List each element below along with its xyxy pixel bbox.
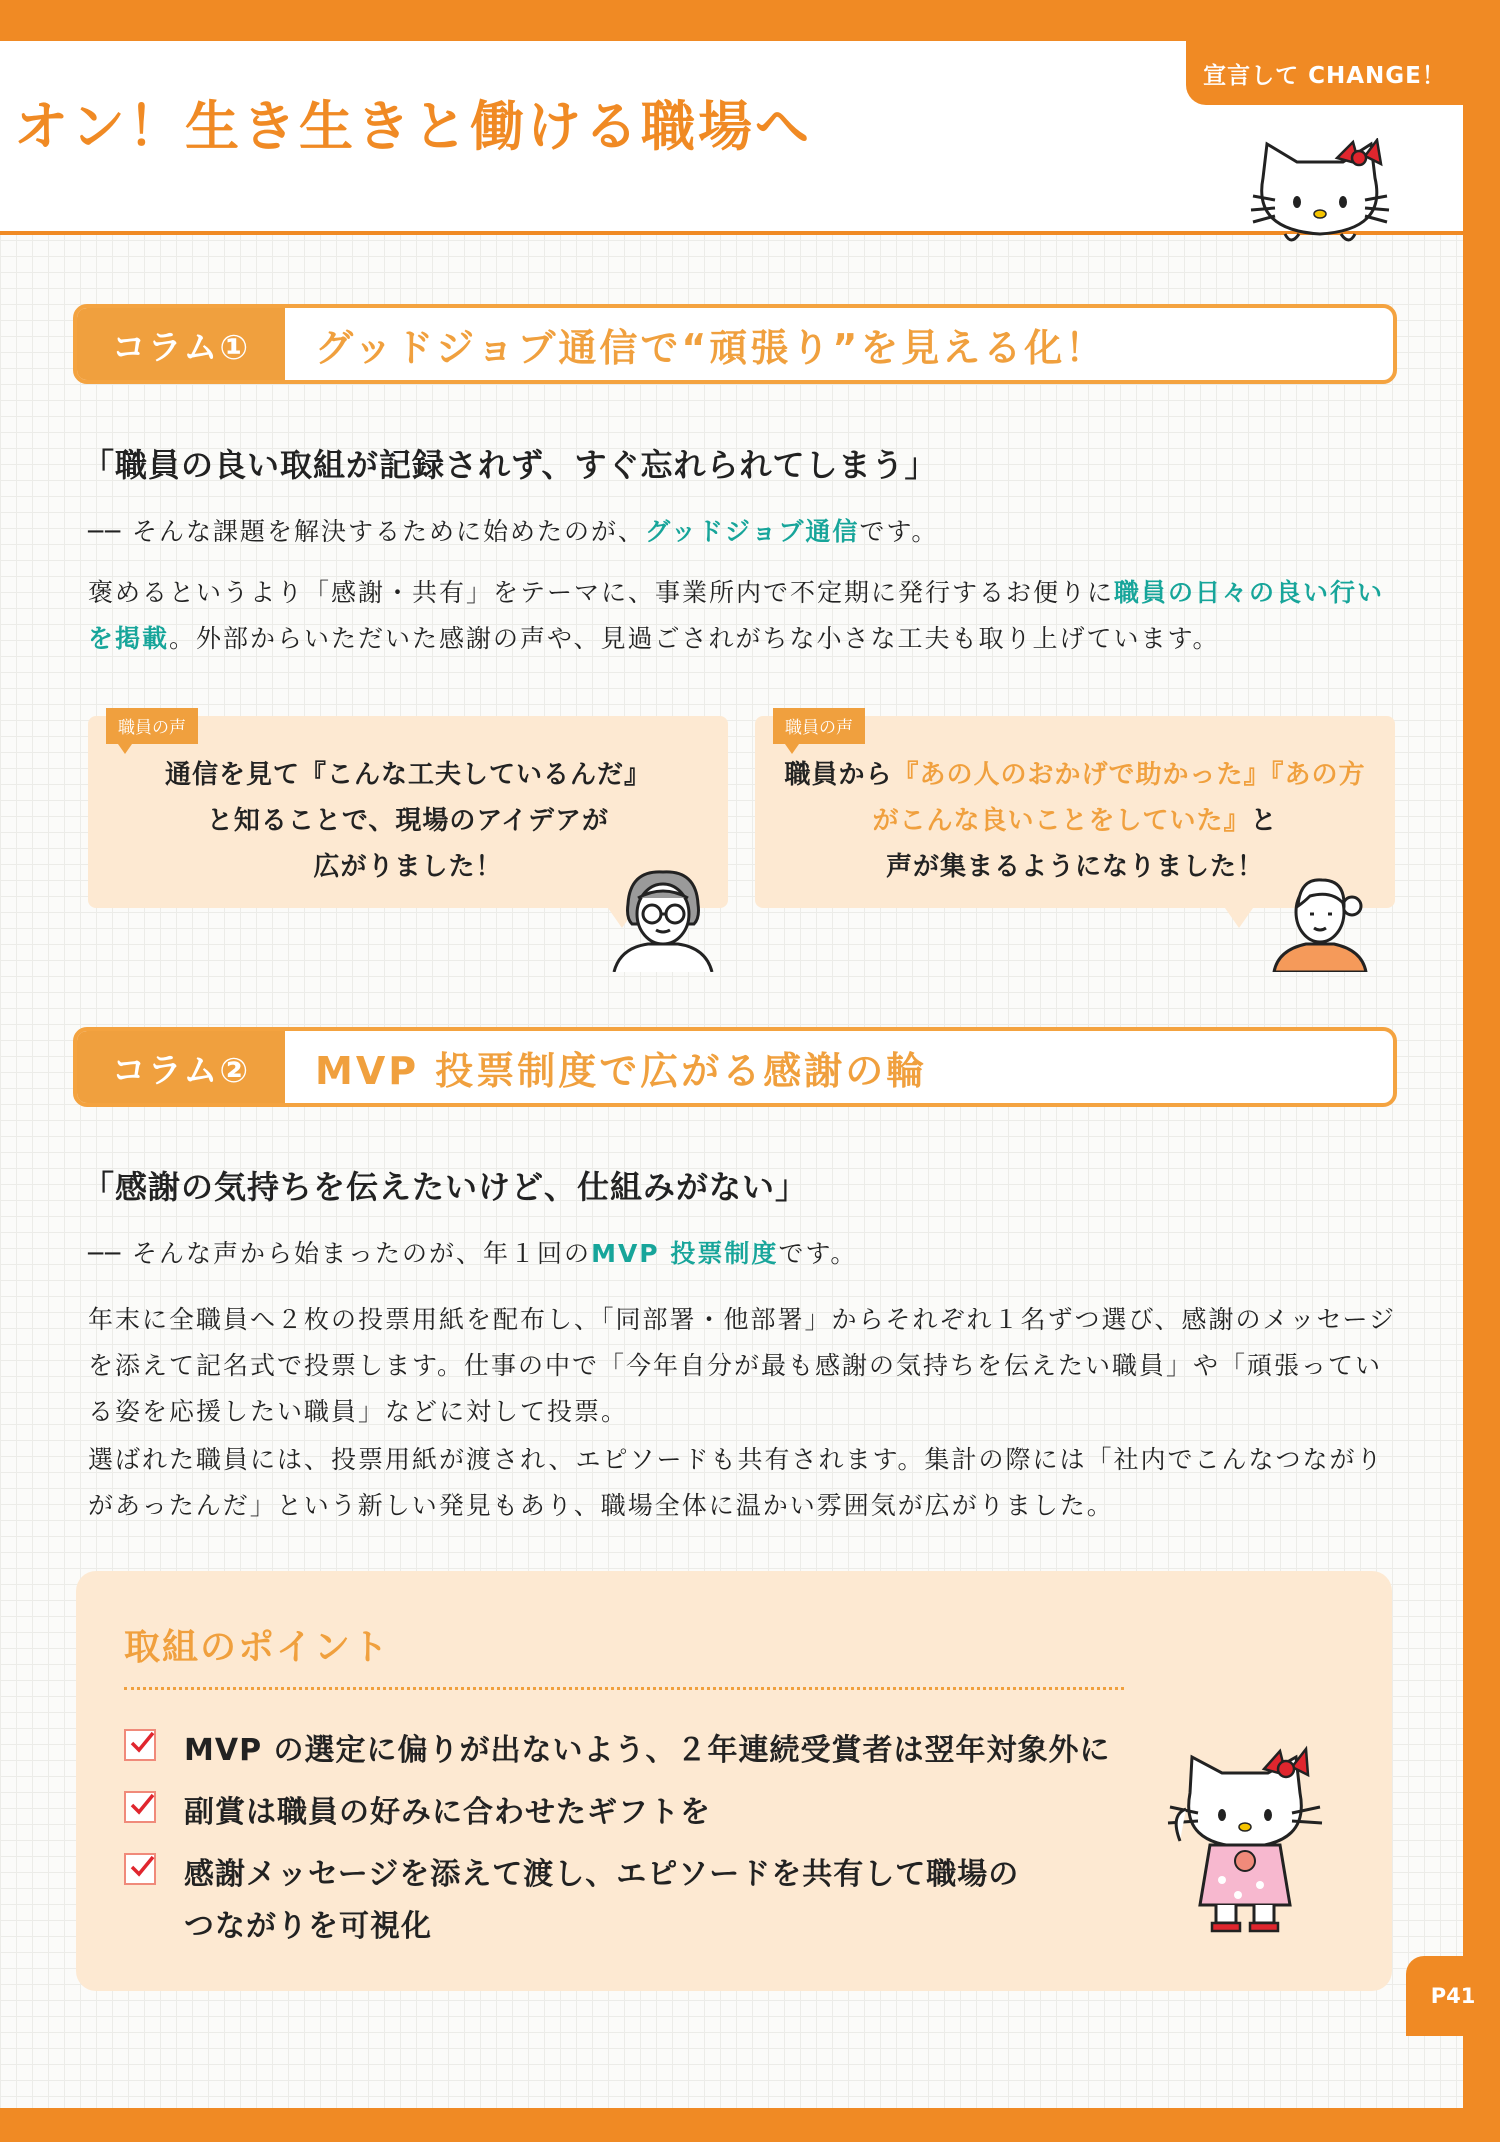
voice-badge: 職員の声 (106, 708, 198, 744)
column-2-paragraph-1: 年末に全職員へ２枚の投票用紙を配布し、「同部署・他部署」からそれぞれ１名ずつ選び、感謝のメッセージを添えて記名式で投票します。仕事の中で「今年自分が最も感謝の気持ちを伝えたい職員」や「頑張っている姿を応援したい職員」などに対して投票。 (88, 1305, 1397, 1426)
kitty-full-illustration (1160, 1745, 1330, 1935)
lead-highlight: グッドジョブ通信 (645, 517, 860, 546)
voice-text-pre: 職員から (784, 760, 893, 790)
dotted-divider (124, 1687, 1124, 1690)
page-title: オン！生き生きと働ける職場へ (14, 95, 812, 158)
column-2-header (73, 1027, 1397, 1107)
point-text: 副賞は職員の好みに合わせたギフトを (184, 1795, 711, 1830)
voice-badge: 職員の声 (773, 708, 865, 744)
column-1-lead (88, 512, 938, 548)
voice-line: 声が集まるようになりました！ (885, 852, 1264, 882)
lead-text-end: です。 (778, 1239, 858, 1268)
column-1-paragraph (88, 570, 1408, 662)
lead-text: ── そんな課題を解決するために始めたのが、 (88, 517, 646, 546)
column-1-quote: 「職員の良い取組が記録されず、すぐ忘れられてしまう」 (82, 446, 938, 484)
lead-text-end: です。 (859, 517, 939, 546)
point-item (124, 1849, 1019, 1953)
point-item (124, 1725, 1111, 1777)
point-text-line: つながりを可視化 (184, 1909, 432, 1944)
kitty-head-illustration (1245, 138, 1395, 248)
column-2-title: MVP 投票制度で広がる感謝の輪 (315, 1048, 928, 1093)
checkbox-icon (124, 1853, 156, 1885)
column-2-label: コラム② (77, 1031, 285, 1103)
voice-line: と知ることで、現場のアイデアが (206, 806, 610, 836)
checkbox-icon (124, 1791, 156, 1823)
paragraph-highlight: 職員の日々の良い行いを掲載 (88, 578, 1385, 653)
voice-highlight: 『あの人のおかげで助かった』『あの方がこんな良いことをしていた』 (872, 760, 1366, 836)
lead-highlight: MVP 投票制度 (591, 1239, 779, 1268)
voice-line: 広がりました！ (313, 852, 503, 882)
voice-text-mid: と (1250, 806, 1278, 836)
staff-avatar-glasses (608, 868, 718, 972)
column-1-label: コラム① (77, 308, 285, 380)
column-1-title: グッドジョブ通信で“頑張り”を見える化！ (315, 325, 1107, 370)
speech-tail (1225, 908, 1253, 928)
paragraph-text: 褒めるというより「感謝・共有」をテーマに、事業所内で不定期に発行するお便りに (88, 578, 1115, 607)
column-2-lead (88, 1234, 857, 1270)
bottom-border (0, 2108, 1500, 2142)
point-text: MVP の選定に偏りが出ないよう、２年連続受賞者は翌年対象外に (184, 1733, 1111, 1768)
column-2-paragraph-2: 選ばれた職員には、投票用紙が渡され、エピソードも共有されます。集計の際には「社内でこんなつながりがあったんだ」という新しい発見もあり、職場全体に温かい雰囲気が広がりました。 (88, 1445, 1384, 1520)
page-number: P41 (1406, 1956, 1500, 2036)
section-tag: 宣言して CHANGE！ (1186, 41, 1463, 105)
column-2-quote: 「感謝の気持ちを伝えたいけど、仕組みがない」 (82, 1168, 809, 1206)
voice-line: 通信を見て『こんな工夫しているんだ』 (164, 760, 651, 790)
points-title: 取組のポイント (124, 1627, 391, 1668)
staff-avatar-ponytail (1270, 870, 1374, 972)
paragraph-text-end: 。外部からいただいた感謝の声や、見過ごされがちな小さな工夫も取り上げています。 (169, 624, 1220, 653)
point-text (184, 1849, 1019, 1953)
checkbox-icon (124, 1729, 156, 1761)
column-1-header (73, 304, 1397, 384)
lead-text: ── そんな声から始まったのが、年１回の (88, 1239, 592, 1268)
top-border (0, 0, 1500, 41)
right-border (1463, 0, 1500, 2142)
point-item (124, 1787, 711, 1839)
point-text-line: 感謝メッセージを添えて渡し、エピソードを共有して職場の (184, 1857, 1020, 1892)
